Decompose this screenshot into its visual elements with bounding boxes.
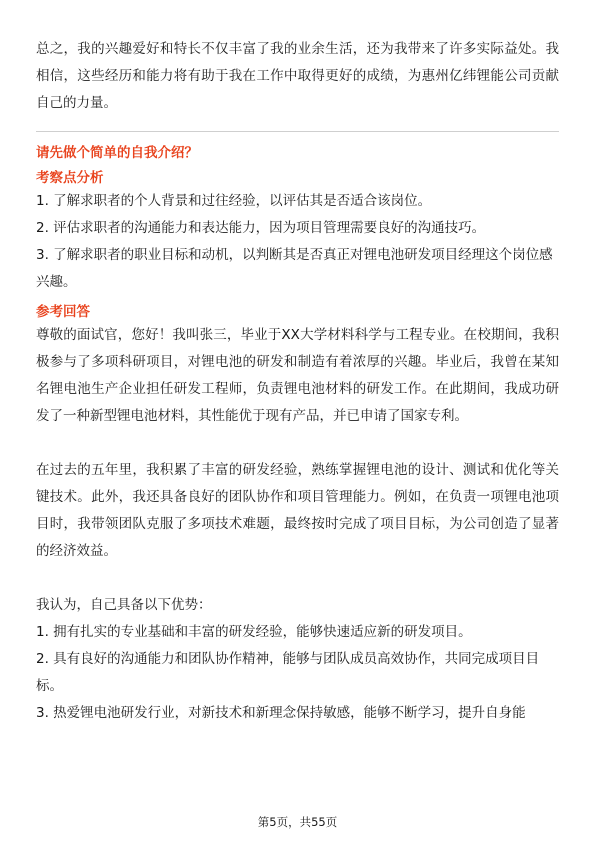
analysis-item: 2. 评估求职者的沟通能力和表达能力，因为项目管理需要良好的沟通技巧。 [36,220,486,236]
paragraph-gap [36,565,559,592]
interview-question: 请先做个简单的自我介绍？ [36,145,198,161]
advantage-item: 3. 热爱锂电池研发行业，对新技术和新理念保持敏感，能够不断学习，提升自身能 [36,705,526,721]
advantage-item: 1. 拥有扎实的专业基础和丰富的研发经验，能够快速适应新的研发项目。 [36,624,472,640]
document-page [36,36,559,727]
analysis-item: 3. 了解求职者的职业目标和动机，以判断其是否真正对锂电池研发项目经理这个岗位感兴趣。 [36,247,553,290]
page-number-footer: 第5页，共55页 [257,815,338,829]
section-divider [36,131,559,132]
paragraph-gap [36,430,559,457]
intro-paragraph: 总之，我的兴趣爱好和特长不仅丰富了我的业余生活，还为我带来了许多实际益处。我相信，这些经历和能力将有助于我在工作中取得更好的成绩，为惠州亿纬锂能公司贡献自己的力量。 [36,41,559,111]
answer-paragraph: 尊敬的面试官，您好！我叫张三，毕业于XX大学材料科学与工程专业。在校期间，我积极参与了多项科研项目，对锂电池的研发和制造有着浓厚的兴趣。毕业后，我曾在某知名锂电池生产企业担任研发工程师，负责锂电池材料的研发工作。在此期间，我成功研发了一种新型锂电池材料，其性能优于现有产品，并已申请了国家专利。 [36,327,559,424]
answer-label: 参考回答 [36,304,90,320]
analysis-label: 考察点分析 [36,170,104,186]
answer-paragraph: 我认为，自己具备以下优势： [36,597,212,613]
answer-paragraph: 在过去的五年里，我积累了丰富的研发经验，熟练掌握锂电池的设计、测试和优化等关键技术。此外，我还具备良好的团队协作和项目管理能力。例如，在负责一项锂电池项目时，我带领团队克服了多项技术难题，最终按时完成了项目目标，为公司创造了显著的经济效益。 [36,462,559,559]
analysis-item: 1. 了解求职者的个人背景和过往经验，以评估其是否适合该岗位。 [36,193,432,209]
advantage-item: 2. 具有良好的沟通能力和团队协作精神，能够与团队成员高效协作，共同完成项目目标。 [36,651,540,694]
